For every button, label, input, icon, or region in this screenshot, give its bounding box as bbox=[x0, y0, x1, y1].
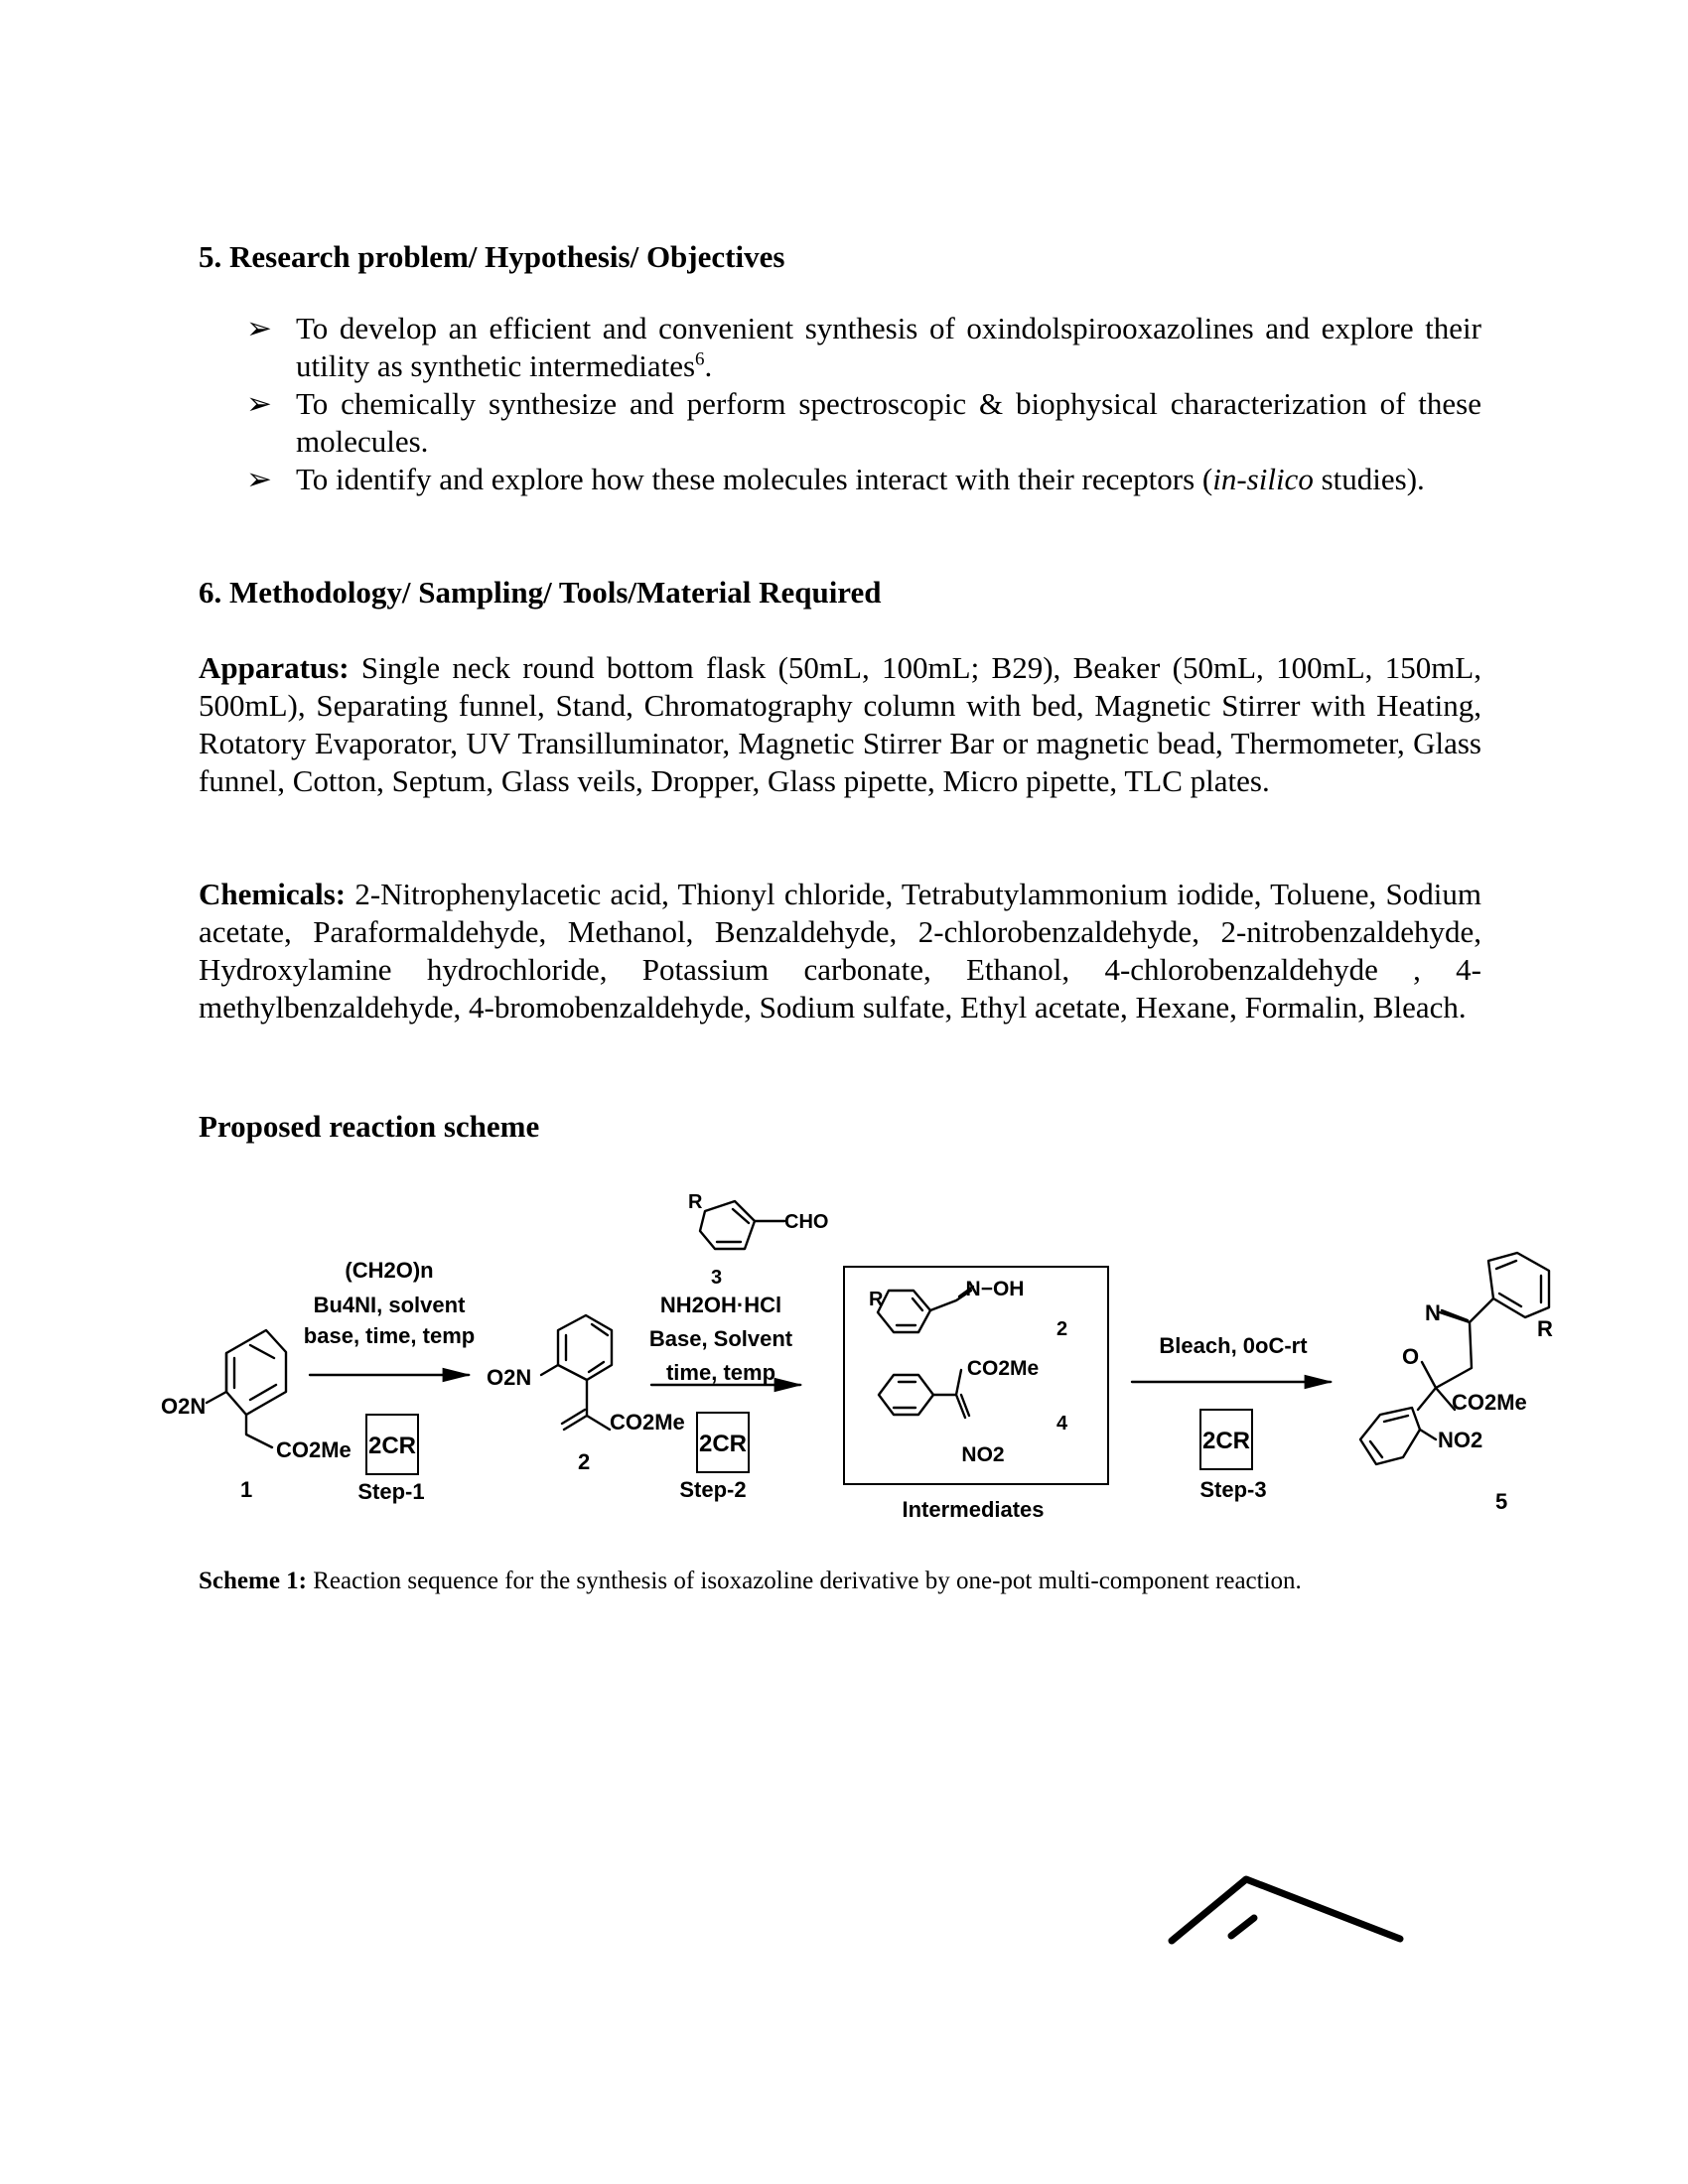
arrow-bullet-icon: ➢ bbox=[246, 386, 272, 421]
compound-3-label: 3 bbox=[711, 1267, 723, 1289]
apparatus-label: Apparatus: bbox=[199, 650, 350, 685]
product-5-label: 5 bbox=[1495, 1489, 1508, 1514]
objective-item-2: ➢ To chemically synthesize and perform spectroscopic & biophysical characterization of these molecules. bbox=[246, 386, 1481, 459]
svg-text:Step-3: Step-3 bbox=[1199, 1477, 1267, 1502]
section-5-heading: 5. Research problem/ Hypothesis/ Objectives bbox=[199, 239, 785, 274]
structure-fragment bbox=[1172, 1879, 1400, 1941]
scheme-caption: Scheme 1: Reaction sequence for the synthesis of isoxazoline derivative by one-pot multi-component reaction. bbox=[199, 1568, 1302, 1594]
arrow-bullet-icon: ➢ bbox=[246, 462, 272, 496]
svg-text:Base, Solvent: Base, Solvent bbox=[648, 1326, 793, 1351]
svg-text:CO2Me: CO2Me bbox=[966, 1357, 1040, 1380]
chemicals-label: Chemicals: bbox=[199, 877, 347, 911]
svg-text:N−OH: N−OH bbox=[965, 1278, 1025, 1300]
svg-text:R: R bbox=[1537, 1316, 1553, 1341]
svg-text:NO2: NO2 bbox=[961, 1443, 1005, 1466]
step-3-conditions bbox=[1132, 1333, 1331, 1502]
objective-item-1: ➢ To develop an efficient and convenient synthesis of oxindolspirooxazolines and explore their utility as synthetic intermediates$^6$. bbox=[246, 311, 1481, 383]
svg-text:2CR: 2CR bbox=[367, 1433, 417, 1459]
svg-text:CO2Me: CO2Me bbox=[610, 1410, 685, 1434]
apparatus-paragraph: Apparatus: Single neck round bottom flask (50mL, 100mL; B29), Beaker (50mL, 100mL, 150mL, 500mL), Separating funnel, Stand, Chromatography column with bed, Magnetic Stirrer with Heating, Rotatory Evaporator, UV Transilluminator, Magnetic Stirrer Bar or magnetic bead, Thermometer, Glass funnel, Cotton, Septum, Glass veils, Dropper, Glass pipette, Micro pipette, TLC plates. bbox=[199, 650, 1481, 798]
svg-text:CO2Me: CO2Me bbox=[276, 1437, 352, 1462]
svg-text:NH2OH·HCl: NH2OH·HCl bbox=[659, 1293, 782, 1317]
product-5-structure bbox=[1360, 1253, 1553, 1514]
svg-text:Bu4NI, solvent: Bu4NI, solvent bbox=[313, 1293, 466, 1317]
chemicals-paragraph: Chemicals: 2-Nitrophenylacetic acid, Thionyl chloride, Tetrabutylammonium iodide, Toluene, Sodium acetate, Paraformaldehyde, Methanol, Benzaldehyde, 2-chlorobenzaldehyde, 2-nitrobenzaldehyde, Hydroxylamine hydrochloride, Potassium carbonate, Ethanol, 4-chlorobenzaldehyde , 4-methylbenzaldehyde, 4-bromobenzaldehyde, Sodium sulfate, Ethyl acetate, Hexane, Formalin, Bleach. bbox=[199, 877, 1481, 1024]
svg-text:Intermediates: Intermediates bbox=[902, 1497, 1045, 1522]
svg-text:N: N bbox=[1425, 1300, 1441, 1325]
svg-text:Step-1: Step-1 bbox=[357, 1479, 425, 1504]
compound-1-structure bbox=[161, 1330, 352, 1502]
svg-text:R: R bbox=[688, 1191, 703, 1213]
svg-text:R: R bbox=[869, 1289, 884, 1310]
scheme-heading: Proposed reaction scheme bbox=[199, 1109, 540, 1144]
svg-text:CHO: CHO bbox=[784, 1211, 829, 1233]
svg-text:4: 4 bbox=[1056, 1413, 1068, 1434]
svg-text:Step-2: Step-2 bbox=[679, 1477, 747, 1502]
intermediates-box bbox=[844, 1267, 1108, 1522]
svg-text:CO2Me: CO2Me bbox=[1452, 1390, 1527, 1415]
step-2-conditions bbox=[649, 1293, 800, 1502]
section-6-heading: 6. Methodology/ Sampling/ Tools/Material Required bbox=[199, 575, 882, 610]
svg-text:NO2: NO2 bbox=[1438, 1428, 1483, 1452]
compound-3-structure bbox=[688, 1191, 828, 1289]
svg-text:2: 2 bbox=[1056, 1318, 1068, 1340]
svg-text:2CR: 2CR bbox=[1201, 1428, 1251, 1454]
compound-1-label: 1 bbox=[240, 1477, 253, 1502]
svg-text:O2N: O2N bbox=[487, 1365, 532, 1390]
svg-text:base, time, temp: base, time, temp bbox=[303, 1323, 476, 1348]
svg-text:O2N: O2N bbox=[161, 1394, 207, 1419]
structure-fragment-inner bbox=[1231, 1918, 1254, 1936]
arrow-bullet-icon: ➢ bbox=[246, 311, 272, 345]
step-1-conditions bbox=[304, 1258, 475, 1504]
svg-text:O: O bbox=[1402, 1344, 1420, 1369]
compound-2-label: 2 bbox=[578, 1449, 591, 1474]
svg-text:Bleach, 0oC-rt: Bleach, 0oC-rt bbox=[1159, 1333, 1308, 1358]
svg-text:(CH2O)n: (CH2O)n bbox=[345, 1258, 434, 1283]
citation-superscript: 6 bbox=[695, 348, 705, 370]
svg-text:2CR: 2CR bbox=[698, 1431, 748, 1457]
svg-text:time, temp: time, temp bbox=[665, 1360, 776, 1385]
objective-item-3: ➢ To identify and explore how these molecules interact with their receptors (in-silico studies). bbox=[246, 462, 1425, 496]
